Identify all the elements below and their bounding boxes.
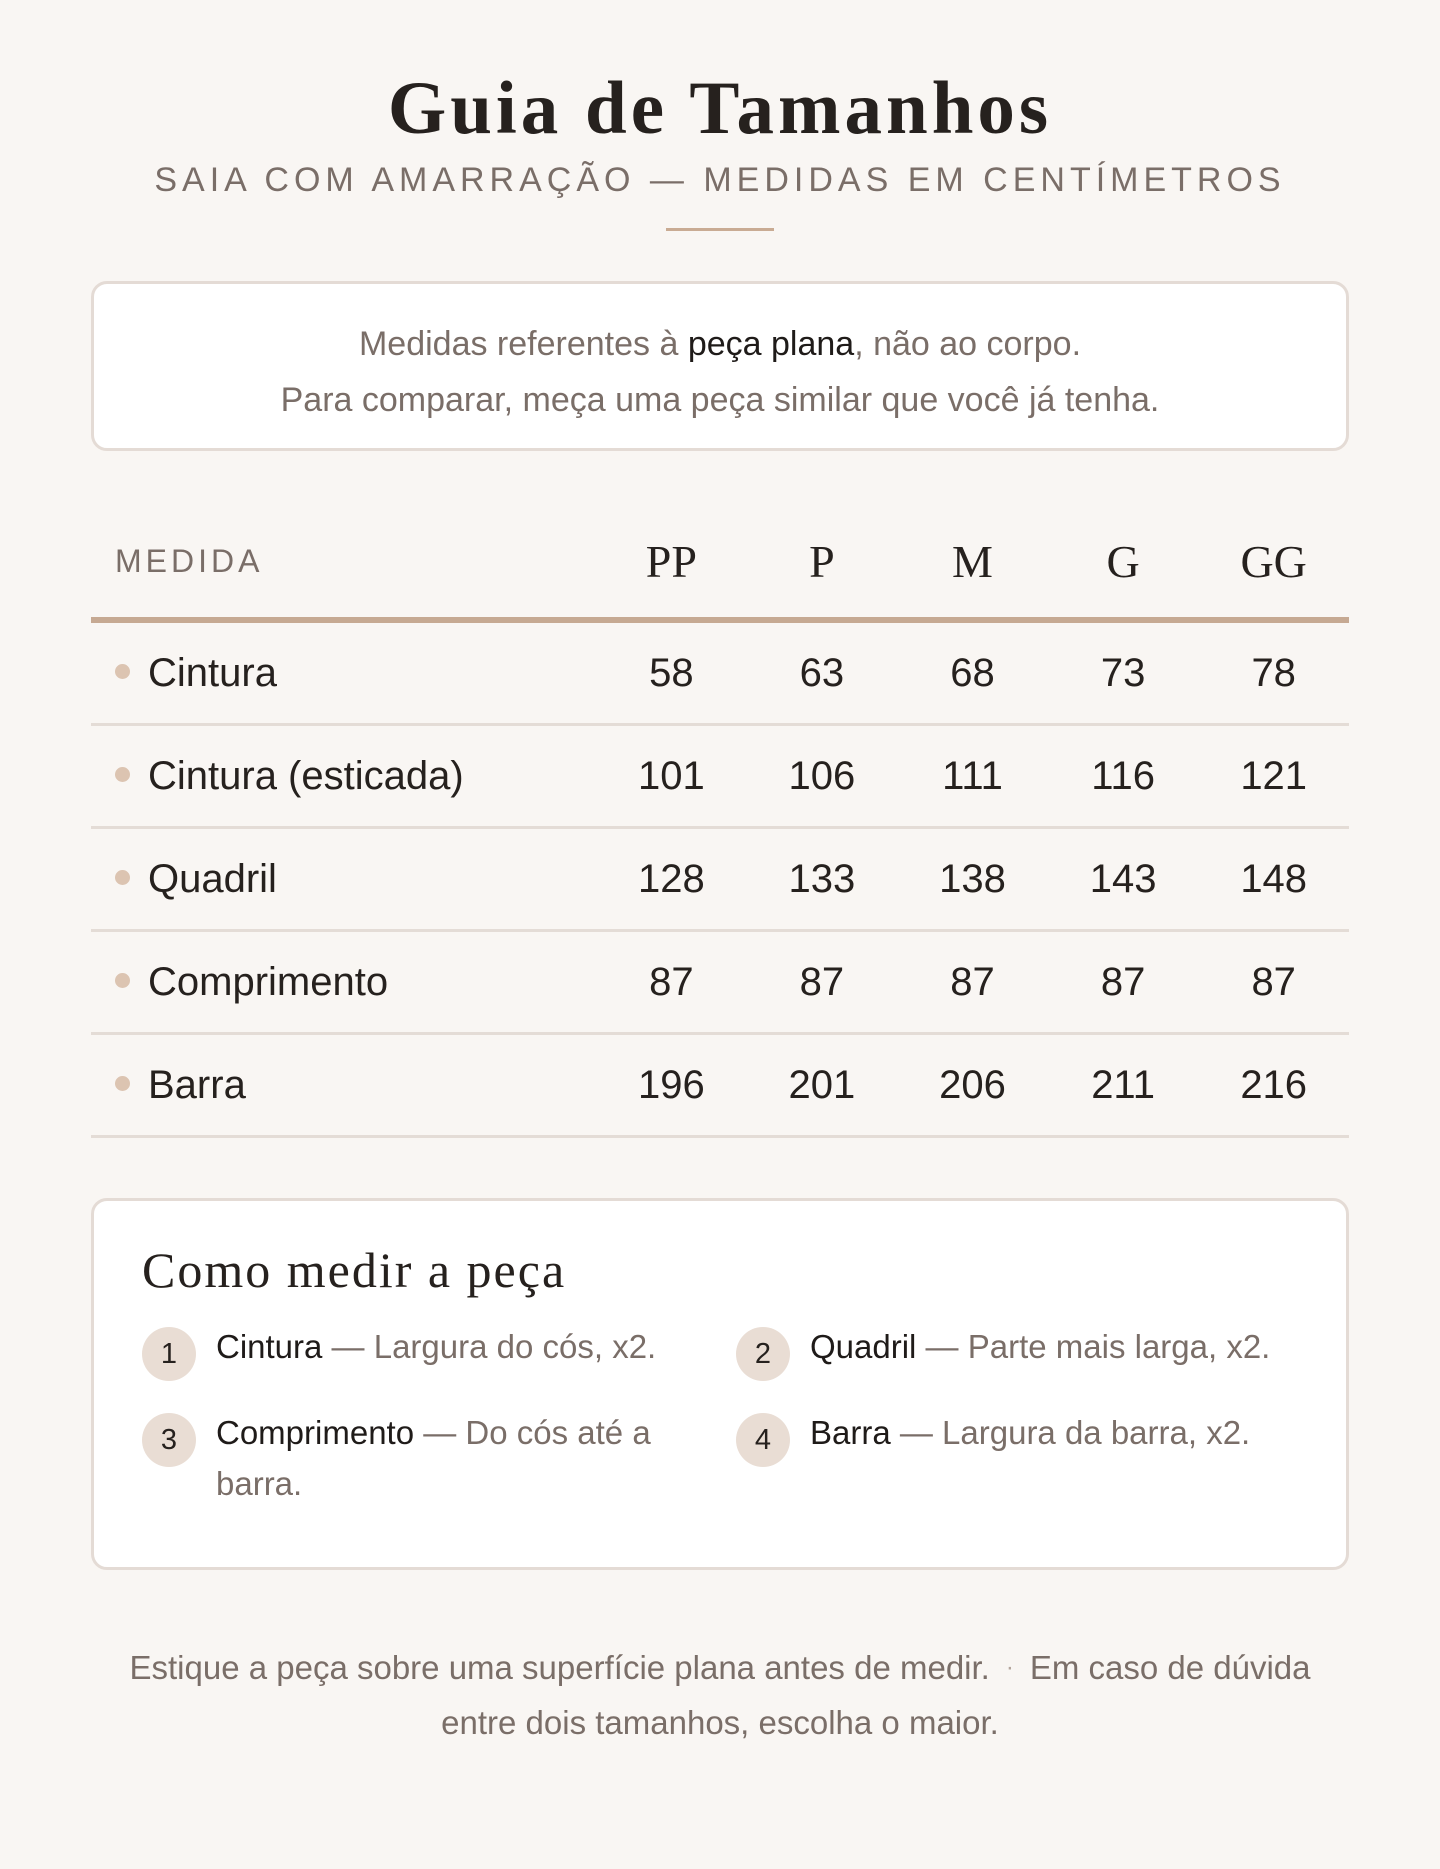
row-label: Comprimento	[148, 959, 389, 1004]
table-cell: 63	[747, 620, 898, 725]
row-label-cell	[91, 620, 596, 725]
table-cell: 73	[1048, 620, 1199, 725]
footer-tips	[91, 1642, 1349, 1748]
table-cell: 111	[897, 725, 1048, 828]
step-text	[810, 1321, 1270, 1372]
how-to-measure-title: Como medir a peça	[142, 1242, 567, 1298]
column-header-gg: GG	[1198, 505, 1349, 620]
step-term: Cintura	[216, 1328, 323, 1365]
column-header-p: P	[747, 505, 898, 620]
table-cell: 206	[897, 1034, 1048, 1137]
note-emphasis: peça plana	[687, 325, 855, 363]
step-number-badge: 3	[142, 1413, 196, 1467]
table-cell: 101	[596, 725, 747, 828]
note-line-2: Para comparar, meça uma peça similar que você já tenha.	[280, 381, 1160, 419]
row-label-cell	[91, 1034, 596, 1137]
table-cell: 216	[1198, 1034, 1349, 1137]
table-cell: 133	[747, 828, 898, 931]
row-label: Barra	[148, 1062, 246, 1107]
table-cell: 201	[747, 1034, 898, 1137]
step-text	[810, 1407, 1250, 1458]
bullet-dot-icon	[115, 973, 130, 988]
step-text	[216, 1407, 736, 1509]
step-description: — Largura do cós, x2.	[322, 1328, 657, 1365]
column-header-pp: PP	[596, 505, 747, 620]
footer-tip-1: Estique a peça sobre uma superfície plana antes de medir.	[129, 1649, 990, 1686]
row-label: Cintura	[148, 650, 277, 695]
table-row	[91, 828, 1349, 931]
bullet-dot-icon	[115, 767, 130, 782]
bullet-dot-icon	[115, 870, 130, 885]
title-divider	[666, 228, 774, 231]
measure-step	[736, 1407, 1296, 1509]
step-description: — Parte mais larga, x2.	[916, 1328, 1271, 1365]
table-cell: 138	[897, 828, 1048, 931]
bullet-dot-icon	[115, 664, 130, 679]
step-description: — Do cós até a barra.	[216, 1414, 651, 1502]
table-cell: 58	[596, 620, 747, 725]
footer-separator: ·	[1005, 1654, 1014, 1681]
measure-step	[142, 1407, 736, 1509]
column-header-m: M	[897, 505, 1048, 620]
footer-tip-2: Em caso de dúvida entre dois tamanhos, escolha o maior.	[441, 1649, 1311, 1741]
table-cell: 196	[596, 1034, 747, 1137]
table-cell: 87	[747, 931, 898, 1034]
row-label-cell	[91, 828, 596, 931]
table-cell: 87	[897, 931, 1048, 1034]
measure-step	[736, 1321, 1296, 1381]
row-label: Cintura (esticada)	[148, 753, 464, 798]
step-term: Barra	[810, 1414, 891, 1451]
note-text: , não ao corpo.	[854, 325, 1082, 363]
table-row	[91, 931, 1349, 1034]
step-text	[216, 1321, 656, 1372]
column-header-g: G	[1048, 505, 1199, 620]
step-number-badge: 1	[142, 1327, 196, 1381]
row-label-cell	[91, 725, 596, 828]
how-to-measure-card	[91, 1198, 1349, 1570]
table-cell: 143	[1048, 828, 1199, 931]
table-row	[91, 725, 1349, 828]
step-number-badge: 4	[736, 1413, 790, 1467]
measurement-note	[91, 281, 1349, 451]
page-title: Guia de Tamanhos	[387, 67, 1053, 150]
table-row	[91, 1034, 1349, 1137]
table-cell: 87	[596, 931, 747, 1034]
page-subtitle: SAIA COM AMARRAÇÃO — MEDIDAS EM CENTÍMETROS	[154, 161, 1286, 199]
table-cell: 68	[897, 620, 1048, 725]
size-table	[91, 505, 1349, 1138]
table-row	[91, 620, 1349, 725]
bullet-dot-icon	[115, 1076, 130, 1091]
table-cell: 87	[1198, 931, 1349, 1034]
table-cell: 78	[1198, 620, 1349, 725]
table-cell: 106	[747, 725, 898, 828]
table-cell: 211	[1048, 1034, 1199, 1137]
size-guide-page	[91, 0, 1349, 1748]
column-header-measure: MEDIDA	[91, 505, 596, 620]
table-cell: 128	[596, 828, 747, 931]
row-label-cell	[91, 931, 596, 1034]
table-cell: 148	[1198, 828, 1349, 931]
note-text: Medidas referentes à	[358, 325, 688, 363]
note-line-1	[94, 316, 1346, 372]
step-term: Quadril	[810, 1328, 917, 1365]
table-cell: 121	[1198, 725, 1349, 828]
measure-steps	[142, 1321, 1298, 1509]
measure-step	[142, 1321, 736, 1381]
step-term: Comprimento	[216, 1414, 415, 1451]
table-cell: 116	[1048, 725, 1199, 828]
step-description: — Largura da barra, x2.	[890, 1414, 1251, 1451]
row-label: Quadril	[148, 856, 277, 901]
table-cell: 87	[1048, 931, 1199, 1034]
step-number-badge: 2	[736, 1327, 790, 1381]
size-table-header	[91, 505, 1349, 620]
